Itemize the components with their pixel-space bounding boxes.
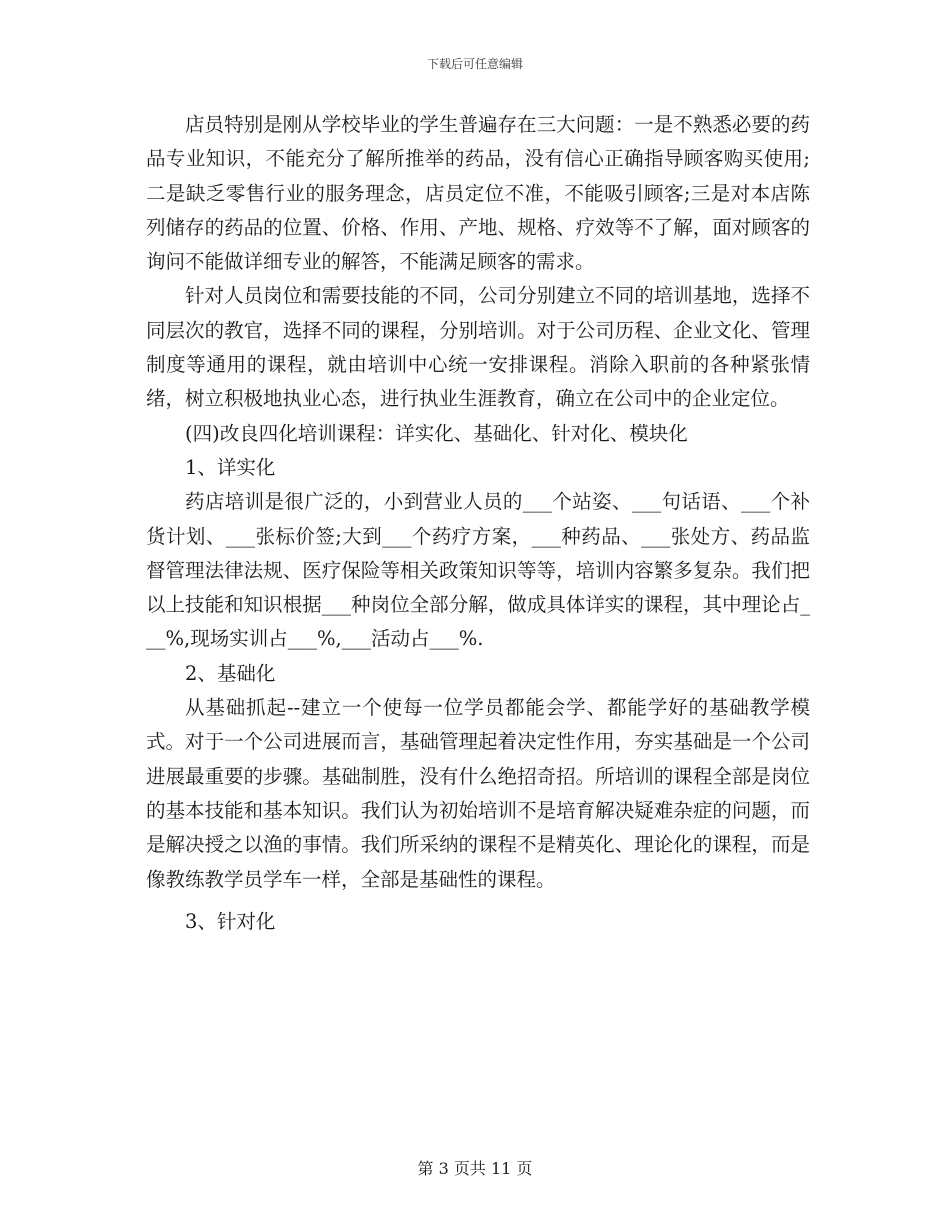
paragraph-detailed: 药店培训是很广泛的，小到营业人员的___个站姿、___句话语、___个补货计划、___张标价签;大到___个药疗方案，___种药品、___张处方、药品监督管理法律法规、医疗保险等相关政策知识等等，培训内容繁多复杂。我们把以上技能和知识根据___种岗位全部分解，做成具体详实的课程，其中理论占___%,现场实训占___%,___活动占___%.: [146, 490, 810, 651]
subheading-basic: 2、基础化: [185, 661, 276, 685]
document-body: [146, 108, 810, 939]
page-number: 第 3 页共 11 页: [417, 1159, 533, 1178]
paragraph-training-bases: 针对人员岗位和需要技能的不同，公司分别建立不同的培训基地，选择不同层次的教官，选择不同的课程，分别培训。对于公司历程、企业文化、管理制度等通用的课程，就由培训中心统一安排课程。消除入职前的各种紧张情绪，树立积极地执业心态，进行执业生涯教育，确立在公司中的企业定位。: [146, 284, 810, 411]
paragraph-basic: 从基础抓起--建立一个使每一位学员都能会学、都能学好的基础教学模式。对于一个公司进展而言，基础管理起着决定性作用，夯实基础是一个公司进展最重要的步骤。基础制胜，没有什么绝招奇招。所培训的课程全部是岗位的基本技能和基本知识。我们认为初始培训不是培育解决疑难杂症的问题，而是解决授之以渔的事情。我们所采纳的课程不是精英化、理论化的课程，而是像教练教学员学车一样，全部是基础性的课程。: [146, 696, 810, 891]
paragraph-staff-problems: 店员特别是刚从学校毕业的学生普遍存在三大问题：一是不熟悉必要的药品专业知识，不能充分了解所推举的药品，没有信心正确指导顾客购买使用;二是缺乏零售行业的服务理念，店员定位不准，不能吸引顾客;三是对本店陈列储存的药品的位置、价格、作用、产地、规格、疗效等不了解，面对顾客的询问不能做详细专业的解答，不能满足顾客的需求。: [146, 113, 810, 274]
page-header: 下载后可任意编辑: [426, 57, 523, 71]
subheading-targeted: 3、针对化: [185, 909, 276, 933]
section-heading-four: (四)改良四化培训课程：详实化、基础化、针对化、模块化: [185, 421, 688, 445]
subheading-detailed: 1、详实化: [185, 455, 276, 479]
